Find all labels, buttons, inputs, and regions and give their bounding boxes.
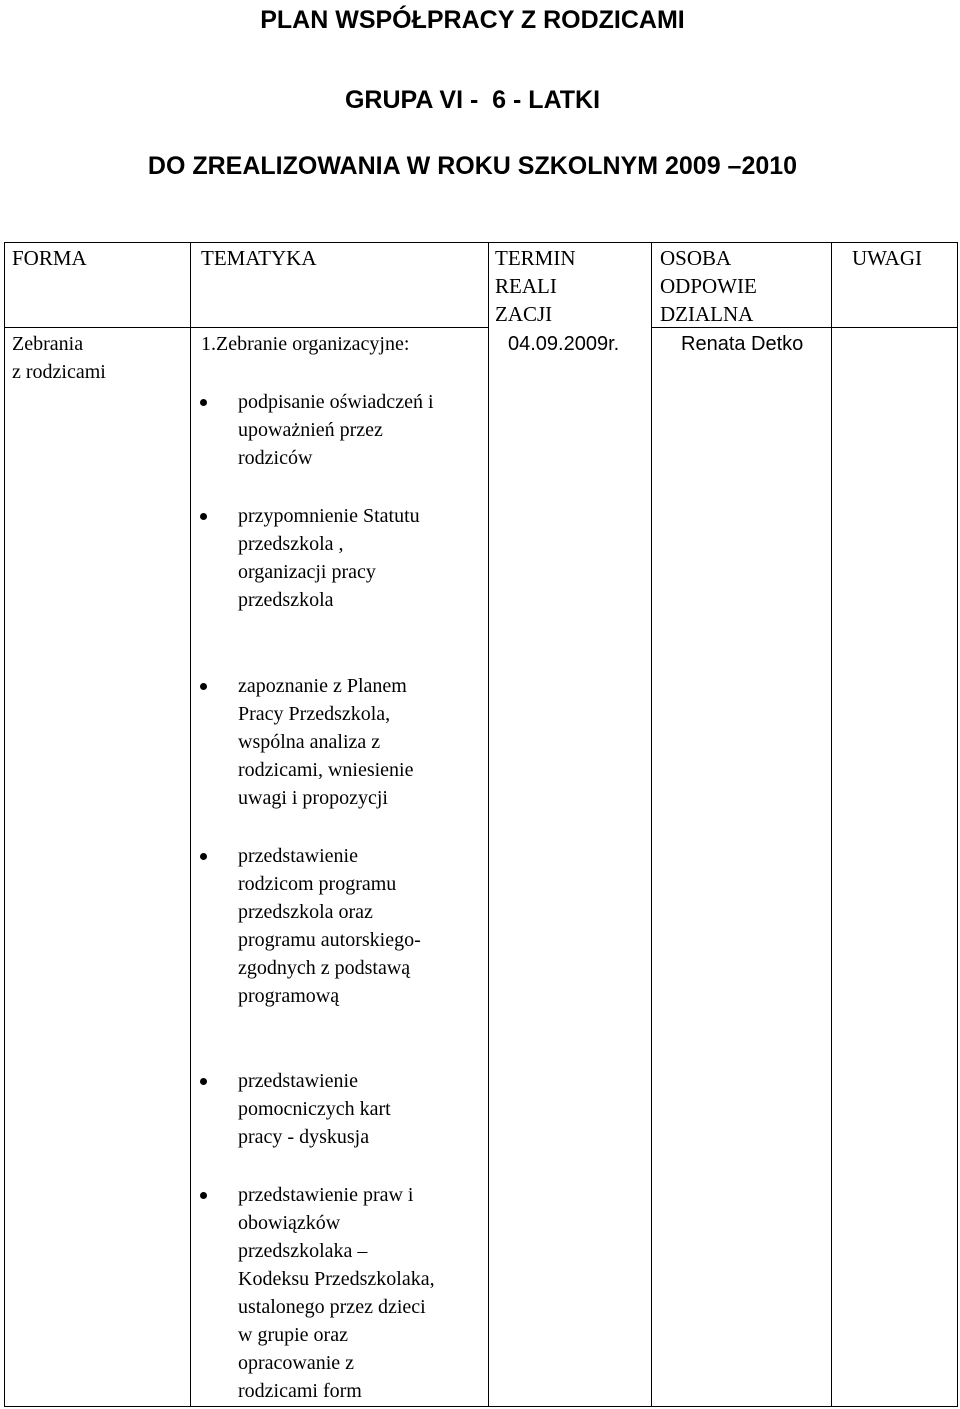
- forma-cell: Zebrania z rodzicami: [12, 333, 106, 383]
- header-divider-uwagi: [831, 327, 958, 328]
- column-divider-osoba: [831, 242, 832, 1407]
- document-title: PLAN WSPÓŁPRACY Z RODZICAMI: [260, 6, 685, 34]
- table-left-border: [4, 242, 5, 1407]
- column-divider-forma: [190, 242, 191, 1407]
- header-forma: FORMA: [12, 246, 87, 270]
- column-divider-tematyka: [488, 242, 489, 1407]
- topic-heading: 1.Zebranie organizacyjne:: [201, 333, 410, 355]
- bullet-icon: [200, 399, 207, 406]
- osoba-cell: Renata Detko: [681, 333, 804, 355]
- list-item-text: przedstawienie rodzicom programu przedszkola oraz programu autorskiego- zgodnych z podstawą programową: [238, 845, 421, 1007]
- table-right-border: [957, 242, 958, 1407]
- header-osoba: OSOBA ODPOWIE DZIALNA: [660, 246, 757, 326]
- bullet-icon: [200, 853, 207, 860]
- group-title: GRUPA VI - 6 - LATKI: [344, 86, 601, 114]
- table-top-border: [4, 242, 958, 243]
- header-uwagi: UWAGI: [852, 246, 922, 270]
- header-divider-tematyka: [190, 327, 488, 328]
- column-divider-termin: [651, 242, 652, 1407]
- bullet-icon: [200, 513, 207, 520]
- period-title: DO ZREALIZOWANIA W ROKU SZKOLNYM 2009 –2010: [147, 152, 798, 180]
- header-divider-forma: [4, 327, 190, 328]
- list-item-text: zapoznanie z Planem Pracy Przedszkola, wspólna analiza z rodzicami, wniesienie uwagi i propozycji: [238, 675, 414, 809]
- list-item-text: przedstawienie pomocniczych kart pracy - dyskusja: [238, 1070, 391, 1148]
- header-tematyka: TEMATYKA: [201, 246, 317, 270]
- list-item-text: przedstawienie praw i obowiązków przedszkolaka – Kodeksu Przedszkolaka, ustalonego przez dzieci w grupie oraz opracowanie z rodzicami form: [238, 1184, 435, 1402]
- list-item-text: podpisanie oświadczeń i upoważnień przez rodziców: [238, 391, 434, 469]
- list-item-text: przypomnienie Statutu przedszkola , organizacji pracy przedszkola: [238, 505, 420, 611]
- bullet-icon: [200, 683, 207, 690]
- header-termin: TERMIN REALI ZACJI: [495, 246, 576, 326]
- bullet-icon: [200, 1078, 207, 1085]
- table-bottom-border: [4, 1406, 958, 1407]
- bullet-icon: [200, 1192, 207, 1199]
- termin-cell: 04.09.2009r.: [508, 333, 620, 355]
